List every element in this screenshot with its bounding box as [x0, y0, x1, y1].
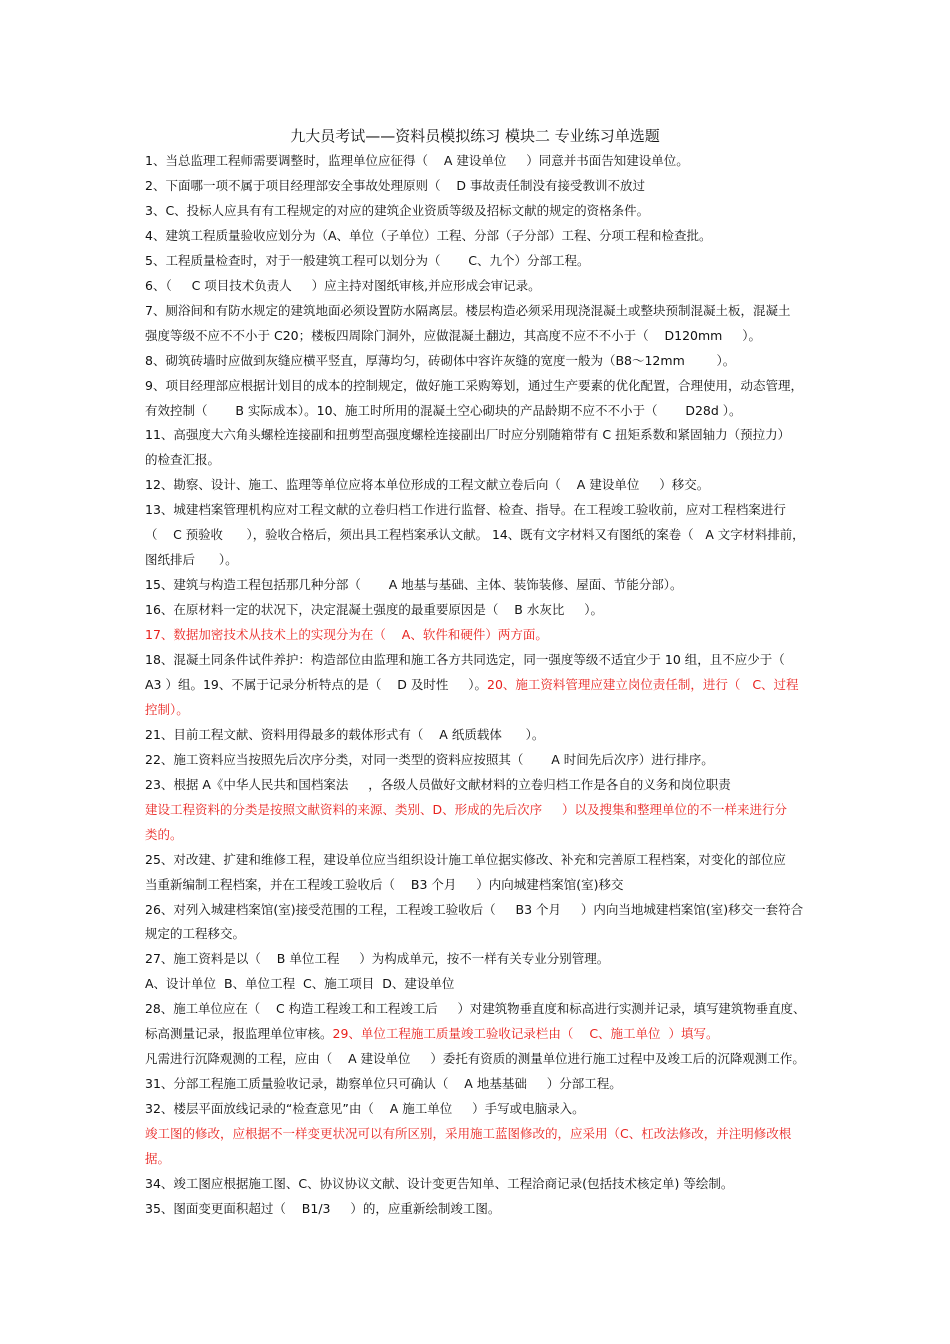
text-line: 6、（ C 项目技术负责人 ）应主持对图纸审核,并应形成会审记录。: [145, 277, 541, 293]
text-line: 22、施工资料应当按照先后次序分类，对同一类型的资料应按照其（ A 时间先后次序）进行排序。: [145, 751, 714, 767]
text-line: A、设计单位 B、单位工程 C、施工项目 D、建设单位: [145, 976, 455, 992]
text-line: 12、勘察、设计、施工、监理等单位应将本单位形成的工程文献立卷后向（ A 建设单位 ）移交。: [145, 477, 710, 493]
text-segment: 29、单位工程施工质量竣工验收记录栏由（ C、施工单位 ）填写。: [332, 1026, 719, 1042]
text-line: 图纸排后 ）。: [145, 552, 238, 568]
text-line: 35、图面变更面积超过（ B1/3 ）的，应重新绘制竣工图。: [145, 1200, 501, 1216]
text-line: 控制）。: [145, 701, 189, 717]
text-line: 1、当总监理工程师需要调整时，监理单位应征得（ A 建设单位 ）同意并书面告知建设单位。: [145, 153, 689, 168]
text-line: 建设工程资料的分类是按照文献资料的来源、类别、D、形成的先后次序 ）以及搜集和整理单位的不一样来进行分: [145, 801, 787, 817]
text-line: 8、砌筑砖墙时应做到灰缝应横平竖直，厚薄均匀，砖砌体中容许灰缝的宽度一般为（B8～12mm ）。: [145, 352, 736, 368]
text-line: 类的。: [145, 826, 183, 842]
text-line: 18、混凝土同条件试件养护：构造部位由监理和施工各方共同选定，同一强度等级不适宜少于 10 组，且不应少于（: [145, 652, 785, 667]
text-line: 31、分部工程施工质量验收记录，勘察单位只可确认（ A 地基基础 ）分部工程。: [145, 1076, 622, 1092]
text-line: 7、厕浴间和有防水规定的建筑地面必须设置防水隔离层。楼层构造必须采用现浇混凝土或整块预制混凝土板，混凝土: [145, 302, 791, 318]
text-segment: A3 ）组。19、不属于记录分析特点的是（ D 及时性 ）。: [145, 676, 487, 692]
page-title: 九大员考试——资料员模拟练习 模块二 专业练习单选题: [290, 127, 660, 145]
text-segment: 20、施工资料管理应建立岗位责任制，进行（ C、过程: [487, 676, 799, 692]
text-line: 13、城建档案管理机构应对工程文献的立卷归档工作进行监督、检查、指导。在工程竣工验收前，应对工程档案进行: [145, 502, 786, 518]
text-line: （ C 预验收 ），验收合格后，须出具工程档案承认文献。 14、既有文字材料又有图纸的案卷（ A 文字材料排前，: [145, 527, 805, 543]
text-line: 规定的工程移交。: [145, 926, 246, 942]
text-line: 5、工程质量检查时，对于一般建筑工程可以划分为（ C、九个）分部工程。: [145, 252, 590, 268]
text-line: 28、施工单位应在（ C 构造工程竣工和工程竣工后 ）对建筑物垂直度和标高进行实测并记录，填写建筑物垂直度、: [145, 1001, 806, 1017]
text-line: 26、对列入城建档案馆(室)接受范围的工程，工程竣工验收后（ B3 个月 ）内向当地城建档案馆(室)移交一套符合: [145, 901, 804, 917]
text-line: 32、楼层平面放线记录的“检查意见”由（ A 施工单位 ）手写或电脑录入。: [145, 1101, 585, 1117]
text-line: [145, 1025, 719, 1043]
text-line: 有效控制（ B 实际成本）。10、施工时所用的混凝土空心砌块的产品龄期不应不不小于（ D28d ）。: [145, 402, 742, 418]
text-line: 的检查汇报。: [145, 452, 221, 468]
text-line: 16、在原材料一定的状况下，决定混凝土强度的最重要原因是（ B 水灰比 ）。: [145, 602, 603, 618]
text-line: 11、高强度大六角头螺栓连接副和扭剪型高强度螺栓连接副出厂时应分别随箱带有 C 扭矩系数和紧固轴力（预拉力）: [145, 427, 791, 443]
text-line: 3、C、投标人应具有有工程规定的对应的建筑企业资质等级及招标文献的规定的资格条件。: [145, 202, 650, 218]
text-line: 23、根据 A《中华人民共和国档案法 ，各级人员做好文献材料的立卷归档工作是各自的义务和岗位职责: [145, 776, 731, 792]
text-line: 15、建筑与构造工程包括那几种分部（ A 地基与基础、主体、装饰装修、屋面、节能分部）。: [145, 577, 683, 593]
text-segment: 标高测量记录，报监理单位审核。: [145, 1026, 333, 1042]
text-line: 强度等级不应不不小于 C20；楼板四周除门洞外，应做混凝土翻边，其高度不应不不小于（ D120mm ）。: [145, 327, 761, 343]
text-line: [145, 676, 799, 694]
text-line: 凡需进行沉降观测的工程，应由（ A 建设单位 ）委托有资质的测量单位进行施工过程中及竣工后的沉降观测工作。: [145, 1051, 805, 1067]
text-line: 4、建筑工程质量验收应划分为（A、单位（子单位）工程、分部（子分部）工程、分项工程和检查批。: [145, 227, 712, 243]
text-line: 27、施工资料是以（ B 单位工程 ）为构成单元，按不一样有关专业分别管理。: [145, 951, 610, 967]
text-line: 9、项目经理部应根据计划目的成本的控制规定，做好施工采购筹划，通过生产要素的优化配置，合理使用，动态管理，: [145, 377, 803, 393]
text-line: 2、下面哪一项不属于项目经理部安全事故处理原则（ D 事故责任制没有接受教训不放过: [145, 177, 645, 193]
text-line: 25、对改建、扩建和维修工程，建设单位应当组织设计施工单位据实修改、补充和完善原工程档案，对变化的部位应: [145, 851, 786, 867]
text-line: 据。: [145, 1151, 171, 1166]
text-line: 21、目前工程文献、资料用得最多的载体形式有（ A 纸质载体 ）。: [145, 726, 545, 742]
text-line: 当重新编制工程档案，并在工程竣工验收后（ B3 个月 ）内向城建档案馆(室)移交: [145, 876, 624, 892]
text-line: 竣工图的修改，应根据不一样变更状况可以有所区别，采用施工蓝图修改的，应采用（C、杠改法修改，并注明修改根: [145, 1126, 792, 1142]
text-line: 17、数据加密技术从技术上的实现分为在（ A、软件和硬件）两方面。: [145, 627, 548, 643]
text-line: 34、竣工图应根据施工图、C、协议协议文献、设计变更告知单、工程洽商记录(包括技术核定单) 等绘制。: [145, 1175, 734, 1191]
